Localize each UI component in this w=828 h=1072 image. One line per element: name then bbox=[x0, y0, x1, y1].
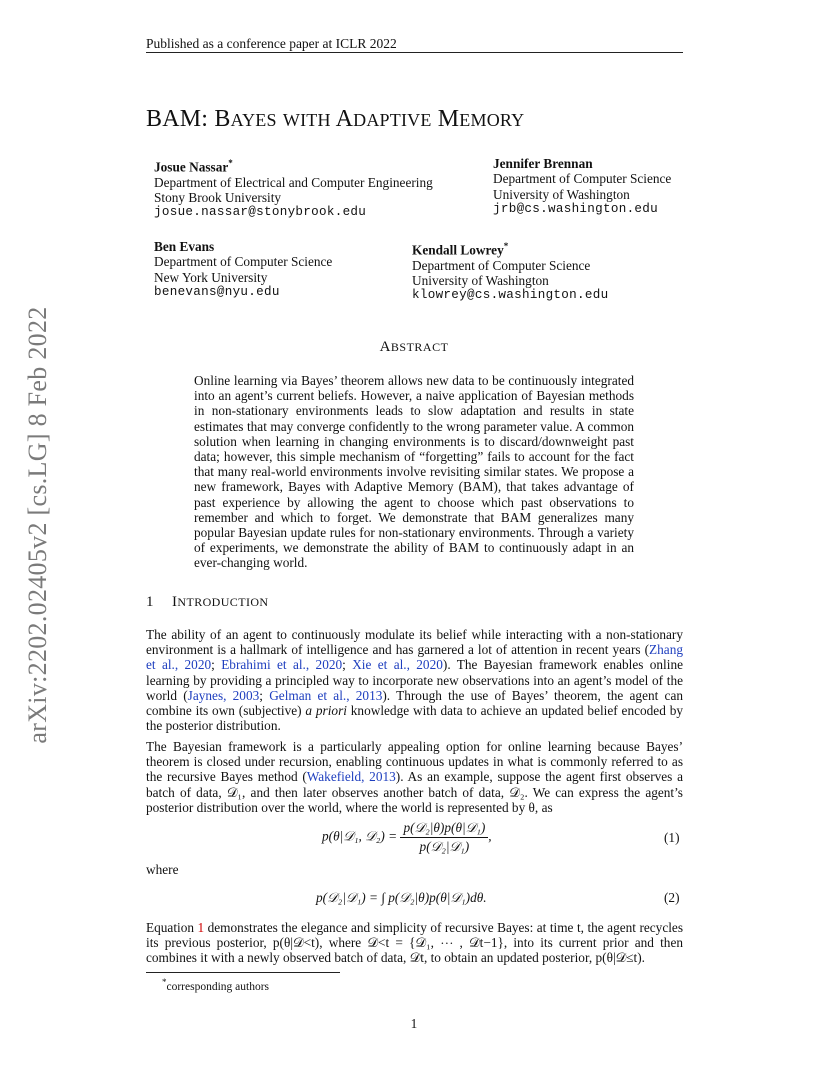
where-text: where bbox=[146, 862, 179, 877]
citation-link[interactable]: Jaynes, 2003 bbox=[187, 687, 260, 703]
equation-2: p(𝒟₂|𝒟₁) = ∫ p(𝒟₂|θ)p(θ|𝒟₁)dθ. bbox=[316, 890, 487, 905]
author-email[interactable]: jrb@cs.washington.edu bbox=[493, 201, 659, 216]
author-email[interactable]: klowrey@cs.washington.edu bbox=[412, 288, 609, 303]
author-email[interactable]: josue.nassar@stonybrook.edu bbox=[154, 205, 367, 220]
citation-link[interactable]: Zhang et al., 2020 bbox=[146, 642, 683, 673]
author-dept: Department of Electrical and Computer Engineering bbox=[154, 174, 433, 190]
equation-1-lhs: p(θ|𝒟₁, 𝒟₂) = bbox=[322, 828, 398, 844]
author-mark: * bbox=[228, 158, 233, 168]
section-title: INTRODUCTION bbox=[172, 594, 269, 610]
title-word-3: DAPTIVE bbox=[353, 110, 432, 130]
header-rule bbox=[146, 52, 683, 53]
citation-link[interactable]: Xie et al., 2020 bbox=[352, 657, 443, 673]
arxiv-stamp[interactable]: arXiv:2202.02405v2 [cs.LG] 8 Feb 2022 bbox=[23, 306, 52, 744]
equation-1-denominator: p(𝒟₂|𝒟₁) bbox=[419, 839, 470, 854]
citation-link[interactable]: Gelman et al., 2013 bbox=[269, 687, 383, 703]
footnote: *corresponding authors bbox=[162, 977, 270, 993]
title-cap-3: A bbox=[335, 106, 354, 132]
citation-link[interactable]: Wakefield, 2013 bbox=[306, 769, 396, 785]
author-block bbox=[412, 239, 608, 304]
author-name: Jennifer Brennan bbox=[493, 156, 593, 171]
author-name: Josue Nassar* bbox=[154, 158, 233, 175]
section-number: 1 bbox=[146, 594, 154, 610]
equation-1-numerator: p(𝒟₂|θ)p(θ|𝒟₁) bbox=[400, 820, 488, 838]
equation-1-trail: , bbox=[488, 828, 492, 844]
author-institution: University of Washington bbox=[493, 186, 630, 202]
author-dept: Department of Computer Science bbox=[493, 171, 672, 187]
intro-paragraph-2: The Bayesian framework is a particularly appealing option for online learning because Bayes’ theorem is closed under recursion, enabling continuous updates in what is commonly referred to as the recursive Bayes method (Wakefield, 2013). As an example, suppose the agent first observes a batch of data, 𝒟₁, and then later observes another batch of data, 𝒟₂. We can express the agent’s posterior distribution over the world, where the world is represented by θ, as bbox=[146, 739, 684, 815]
author-institution: Stony Brook University bbox=[154, 190, 282, 206]
paper-title bbox=[146, 106, 524, 133]
title-word-4: EMORY bbox=[459, 110, 525, 130]
intro-paragraph-3: Equation 1 demonstrates the elegance and simplicity of recursive Bayes: at time t, the agent recycles its previous posterior, p(θ|𝒟<t), where 𝒟<t = {𝒟₁, ⋯ , 𝒟t−1}, into its current prior and then combines it with a newly observed batch of data, 𝒟t, to obtain an updated posterior, p(θ|𝒟≤t). bbox=[146, 920, 683, 966]
author-block bbox=[154, 239, 332, 300]
citation-link[interactable]: Ebrahimi et al., 2020 bbox=[221, 657, 343, 673]
title-lead: BAM: B bbox=[146, 106, 231, 132]
intro-paragraph-1: The ability of an agent to continuously modulate its belief while interacting with a non-stationary environment is a hallmark of intelligence and has garnered a lot of attention in recent years (Zhang et al., 2020; Ebrahimi et al., 2020; Xie et al., 2020). The Bayesian framework enables online learning by providing a principled way to incorporate new observations into an agent’s model of the world (Jaynes, 2003; Gelman et al., 2013). Through the use of Bayes’ theorem, the agent can combine its own (subjective) a priori knowledge with data to achieve an updated belief encoded by the posterior distribution. bbox=[146, 627, 683, 734]
author-dept: Department of Computer Science bbox=[412, 257, 591, 273]
equation-1-label: (1) bbox=[664, 830, 680, 845]
author-institution: New York University bbox=[154, 269, 268, 285]
abstract-text: Online learning via Bayes’ theorem allows new data to be continuously integrated into an agent’s current beliefs. However, a naive application of Bayesian methods in non-stationary environments leads to slow adaptation and results in state estimates that may converge confidently to the wrong parameter value. A common solution when learning in changing environments is to discard/downweight past data; however, this simple mechanism of “forgetting” fails to account for the fact that many real-world environments involve revisiting similar states. We propose a new framework, Bayes with Adaptive Memory (BAM), that takes advantage of past experience by allowing the agent to choose which past observations to remember and which to forget. We demonstrate that BAM generalizes many popular Bayesian update rules for non-stationary environments. Through a variety of experiments, we demonstrate the ability of BAM to continuously adapt in an ever-changing world. bbox=[194, 373, 634, 571]
page-number: 1 bbox=[410, 1016, 418, 1031]
author-name: Kendall Lowrey* bbox=[412, 241, 509, 258]
title-word-1: AYES bbox=[230, 110, 277, 130]
equation-1-fraction bbox=[400, 820, 488, 855]
equation-ref-link[interactable]: 1 bbox=[197, 920, 205, 935]
author-name: Ben Evans bbox=[154, 239, 215, 254]
footnote-rule bbox=[146, 972, 340, 973]
author-block bbox=[154, 156, 433, 221]
abstract-heading: ABSTRACT bbox=[379, 339, 449, 355]
author-institution: University of Washington bbox=[412, 273, 549, 289]
author-email[interactable]: benevans@nyu.edu bbox=[154, 284, 280, 299]
author-block bbox=[493, 156, 671, 217]
equation-1 bbox=[322, 820, 492, 855]
title-cap-4: M bbox=[437, 106, 460, 132]
title-word-2: WITH bbox=[282, 110, 331, 130]
author-dept: Department of Computer Science bbox=[154, 254, 333, 270]
equation-2-label: (2) bbox=[664, 890, 680, 905]
running-head: Published as a conference paper at ICLR 2022 bbox=[146, 36, 397, 51]
author-mark: * bbox=[503, 241, 509, 251]
